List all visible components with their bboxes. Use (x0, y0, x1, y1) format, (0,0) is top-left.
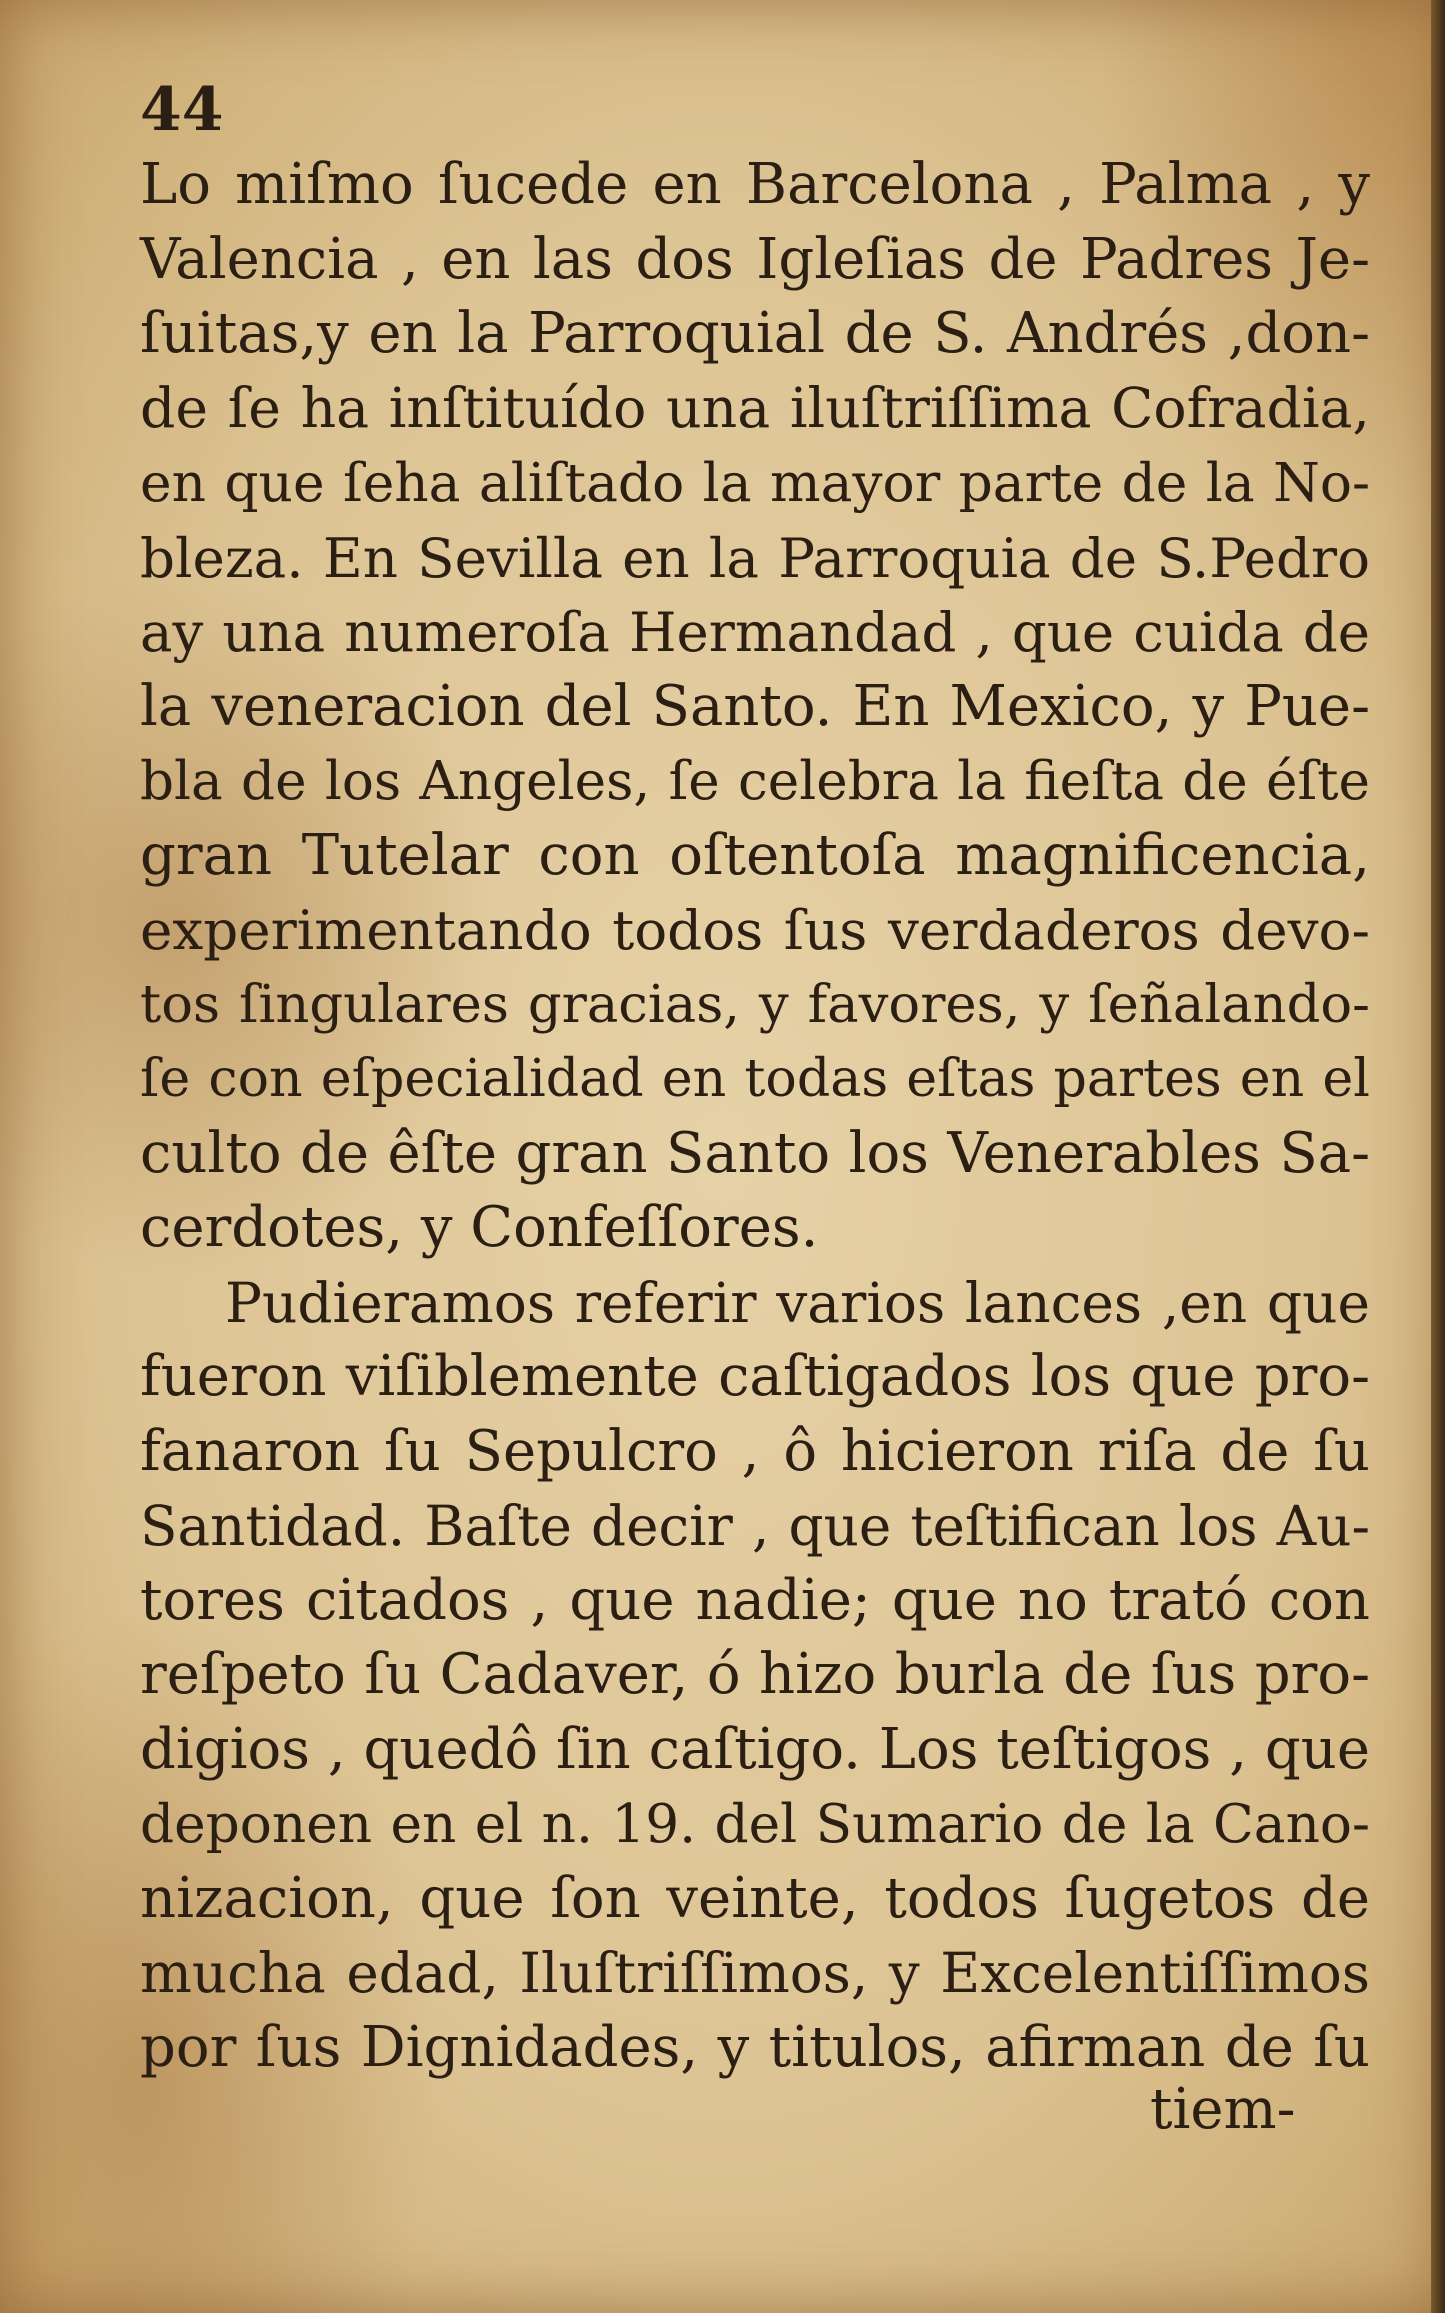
text-line: culto de êſte gran Santo los Venerables Sa- (140, 1120, 1370, 1186)
text-line: gran Tutelar con oſtentoſa magnificencia, (140, 822, 1370, 888)
catchword: tiem- (1150, 2077, 1296, 2142)
text-line: Santidad. Baſte decir , que teſtifican los Au- (140, 1494, 1370, 1558)
text-line: la veneracion del Santo. En Mexico, y Pue- (140, 673, 1370, 739)
text-line: tos ſingulares gracias, y favores, y ſeñalando- (140, 973, 1370, 1035)
text-line: nizacion, que ſon veinte, todos ſugetos de (140, 1865, 1370, 1931)
page-number: 44 (140, 75, 224, 145)
text-line: ſuitas,y en la Parroquial de S. Andrés ,don- (140, 301, 1370, 366)
text-line: bleza. En Sevilla en la Parroquia de S.Pedro (140, 525, 1370, 590)
text-line: fueron viſiblemente caſtigados los que pro- (140, 1344, 1370, 1409)
text-line: Valencia , en las dos Igleſias de Padres Je- (140, 226, 1370, 292)
text-line: de ſe ha inſtituído una iluſtriſſima Cofradia, (140, 376, 1370, 441)
text-line: Lo miſmo ſucede en Barcelona , Palma , y (140, 152, 1370, 217)
text-line: mucha edad, Iluſtriſſimos, y Excelentiſſimos (140, 1941, 1370, 2005)
page-edge (1431, 0, 1445, 2313)
text-line: Pudieramos referir varios lances ,en que (225, 1270, 1370, 1335)
text-line: fanaron ſu Sepulcro , ô hicieron riſa de ſu (140, 1418, 1370, 1484)
text-line: reſpeto ſu Cadaver, ó hizo burla de ſus pro- (140, 1642, 1370, 1707)
text-line: bla de los Angeles, ſe celebra la fieſta de éſte (140, 750, 1370, 812)
body-text (140, 148, 1370, 2085)
text-line: por ſus Dignidades, y titulos, afirman de ſu (140, 2014, 1370, 2080)
paragraph (140, 1266, 1370, 2086)
text-line: ſe con eſpecialidad en todas eſtas partes en el (140, 1049, 1370, 1109)
paragraph (140, 148, 1370, 1266)
text-line: cerdotes, y Confeſſores. (140, 1195, 819, 1260)
text-line: experimentando todos ſus verdaderos devo- (140, 898, 1370, 962)
text-line: ay una numeroſa Hermandad , que cuida de (140, 600, 1370, 664)
text-line: digios , quedô ſin caſtigo. Los teſtigos , que (140, 1716, 1370, 1782)
text-line: tores citados , que nadie; que no trató con (140, 1567, 1370, 1633)
text-line: deponen en el n. 19. del Sumario de la Cano- (140, 1793, 1370, 1855)
text-line: en que ſeha aliſtado la mayor parte de la No- (140, 451, 1370, 514)
